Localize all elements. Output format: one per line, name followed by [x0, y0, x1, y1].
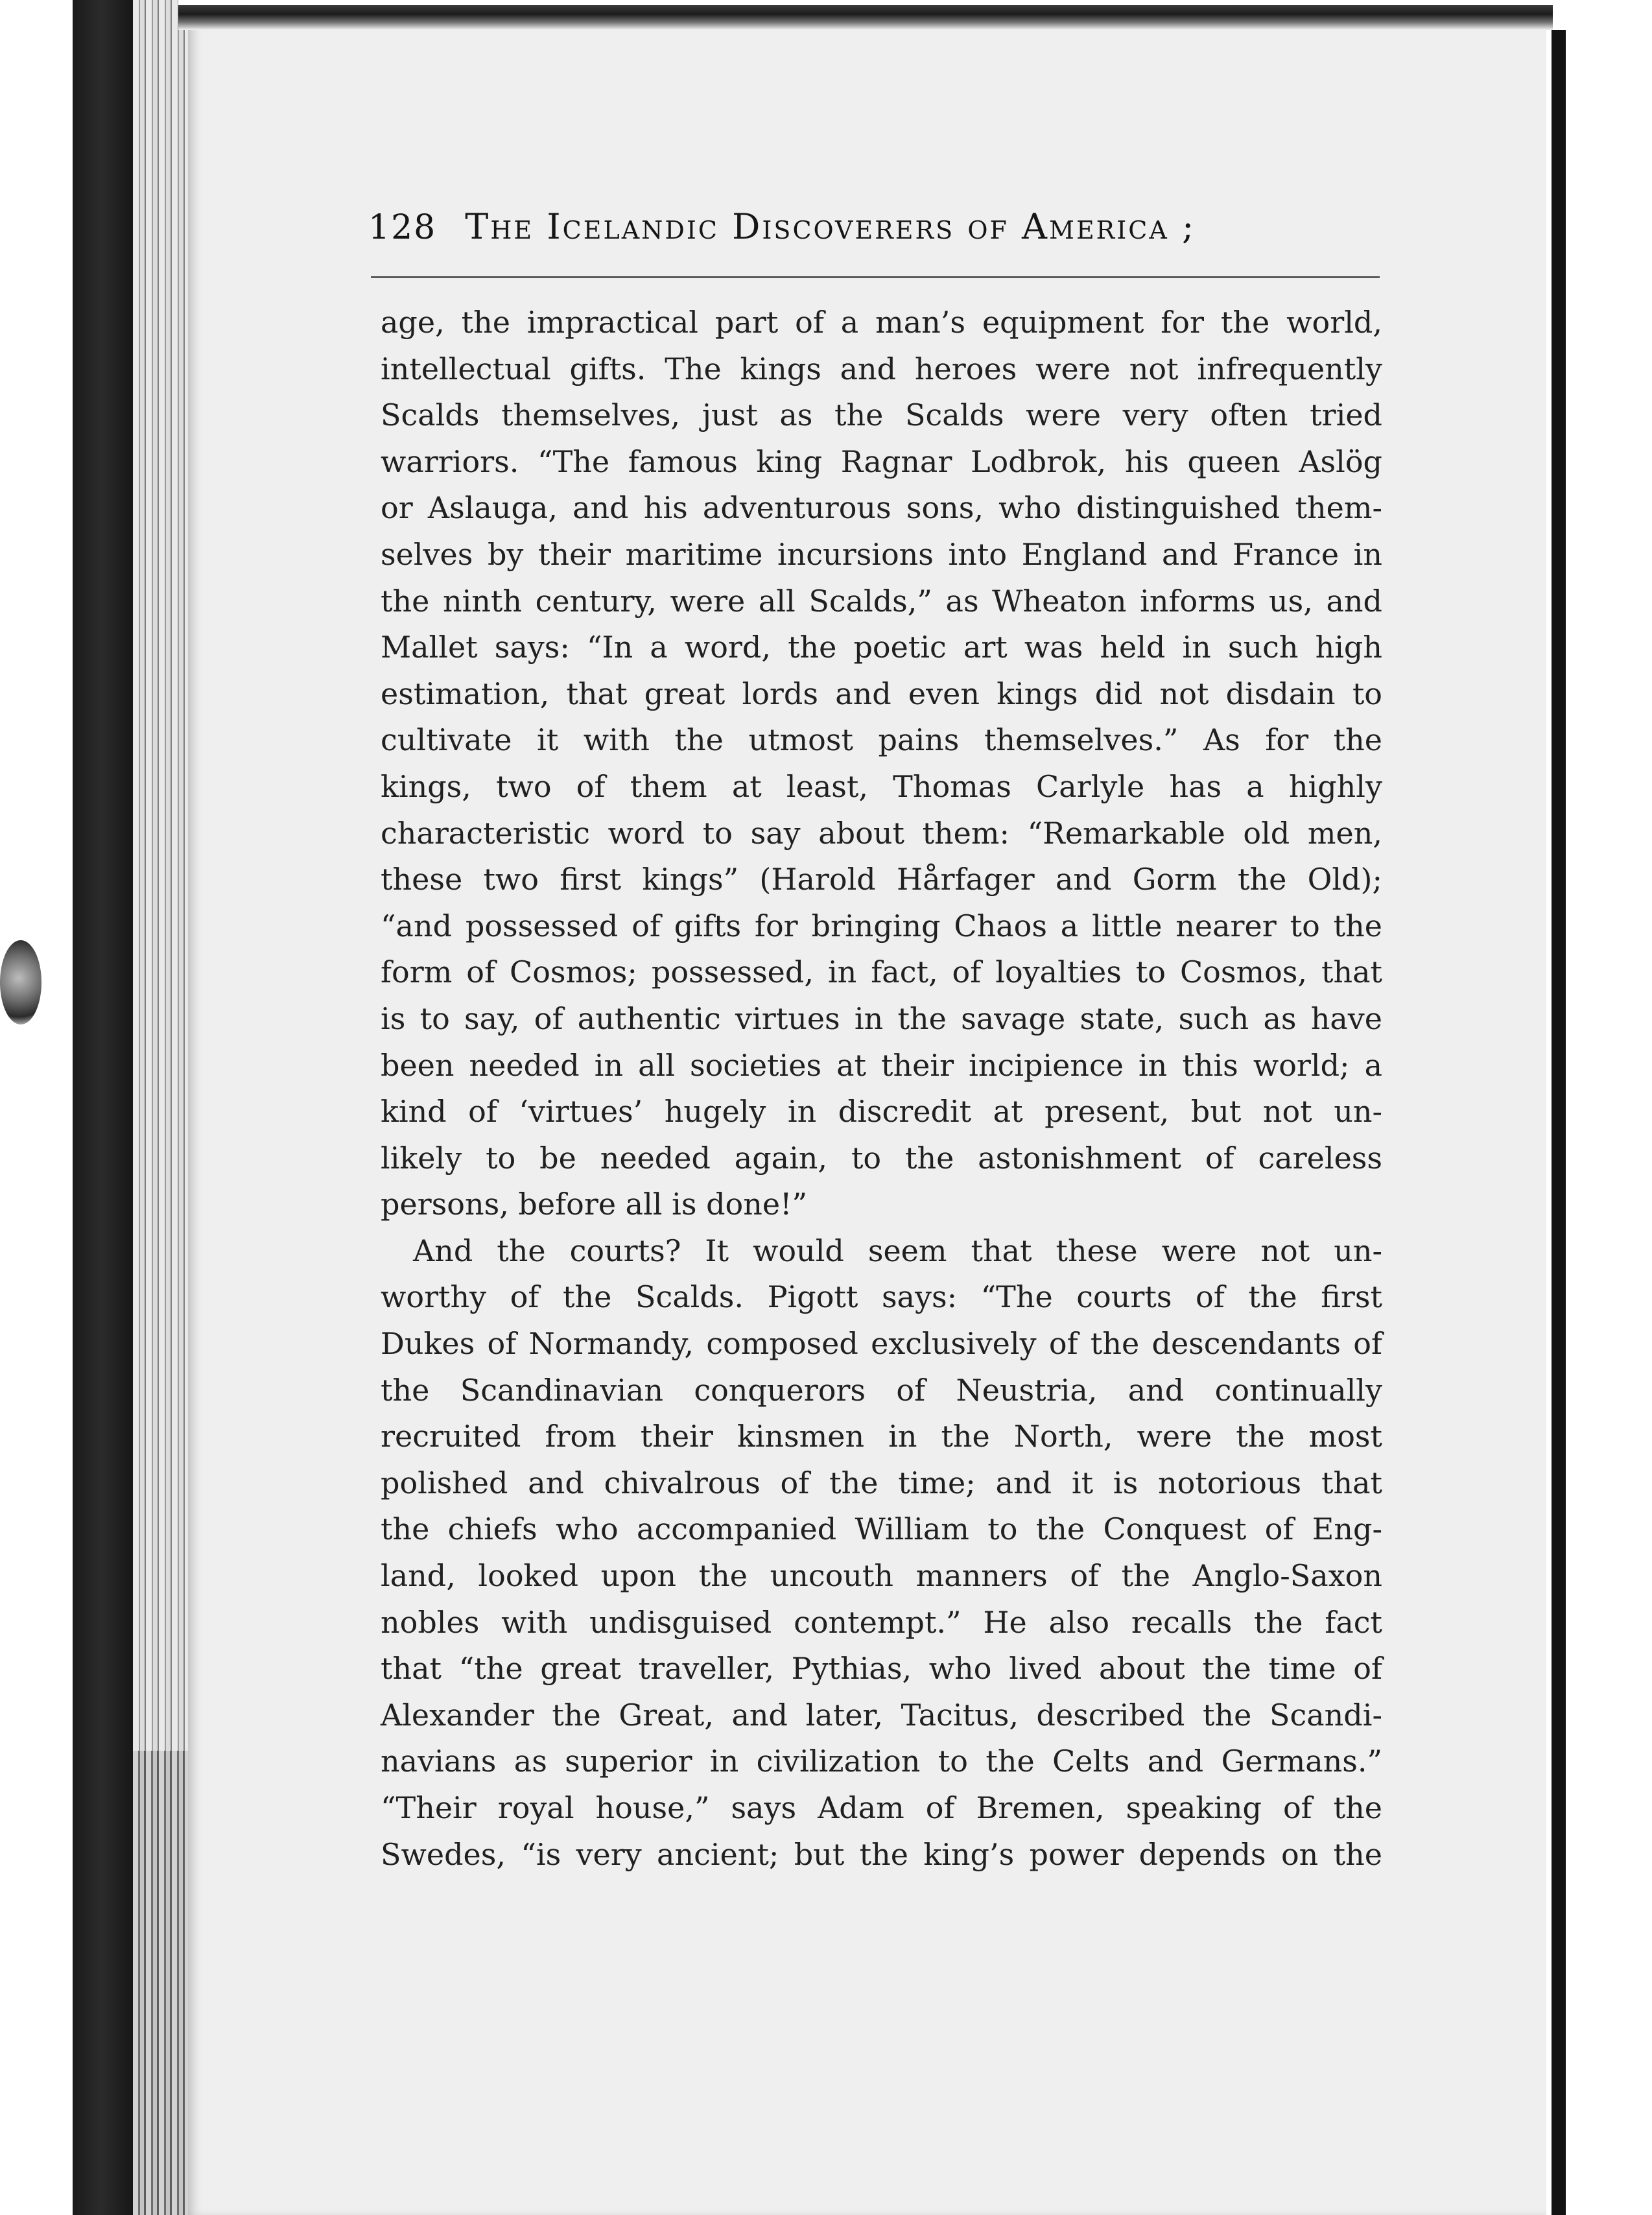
text-line: worthy of the Scalds. Pigott says: “The courts of the first: [381, 1279, 1382, 1315]
facing-page-edge: [1552, 30, 1566, 2215]
text-line: the Scandinavian conquerors of Neustria, and continually: [381, 1372, 1382, 1408]
text-line: age, the impractical part of a man’s equipment for the world,: [381, 305, 1382, 340]
text-line: the ninth century, were all Scalds,” as Wheaton informs us, and: [381, 583, 1382, 619]
text-line: nobles with undisguised contempt.” He also recalls the fact: [381, 1604, 1382, 1640]
text-line: is to say, of authentic virtues in the savage state, such as have: [381, 1001, 1382, 1036]
page-edges-lower: [133, 1751, 195, 2215]
text-line: Dukes of Normandy, composed exclusively of the descendants of: [381, 1326, 1382, 1362]
left-margin: [0, 0, 78, 2215]
text-line: selves by their maritime incursions into England and France in: [381, 536, 1382, 572]
page-top-edge: [178, 0, 1553, 30]
text-line: persons, before all is done!”: [381, 1187, 808, 1222]
text-line: estimation, that great lords and even kings did not disdain to: [381, 676, 1382, 711]
scan-artifact: [0, 940, 41, 1025]
text-line: kind of ‘virtues’ hugely in discredit at present, but not un-: [381, 1094, 1382, 1130]
text-line: “and possessed of gifts for bringing Chaos a little nearer to the: [381, 908, 1382, 943]
text-line: And the courts? It would seem that these were not un-: [413, 1233, 1382, 1268]
running-head: [368, 206, 1347, 258]
header-rule: [371, 276, 1380, 278]
text-line: intellectual gifts. The kings and heroes were not infrequently: [381, 351, 1382, 386]
text-line: navians as superior in civilization to the Celts and Germans.”: [381, 1744, 1382, 1779]
text-line: characteristic word to say about them: “Remarkable old men,: [381, 815, 1382, 851]
text-line: recruited from their kinsmen in the North, were the most: [381, 1419, 1382, 1454]
text-line: warriors. “The famous king Ragnar Lodbrok, his queen Aslög: [381, 444, 1382, 479]
text-line: Alexander the Great, and later, Tacitus, described the Scandi-: [381, 1697, 1382, 1733]
text-line: land, looked upon the uncouth manners of the Anglo-Saxon: [381, 1558, 1382, 1594]
text-line: kings, two of them at least, Thomas Carlyle has a highly: [381, 768, 1382, 804]
text-line: or Aslauga, and his adventurous sons, who distinguished them-: [381, 490, 1382, 526]
text-line: Swedes, “is very ancient; but the king’s power depends on the: [381, 1836, 1382, 1872]
text-line: been needed in all societies at their incipience in this world; a: [381, 1047, 1382, 1083]
text-line: Mallet says: “In a word, the poetic art was held in such high: [381, 630, 1382, 665]
text-line: Scalds themselves, just as the Scalds were very often tried: [381, 397, 1382, 433]
right-margin: [1566, 0, 1652, 2215]
text-line: cultivate it with the utmost pains themselves.” As for the: [381, 722, 1382, 758]
text-line: polished and chivalrous of the time; and it is notorious that: [381, 1465, 1382, 1500]
text-line: these two first kings” (Harold Hårfager and Gorm the Old);: [381, 862, 1382, 897]
book-spine: [73, 0, 143, 2215]
text-line: form of Cosmos; possessed, in fact, of loyalties to Cosmos, that: [381, 954, 1382, 990]
text-line: “Their royal house,” says Adam of Bremen, speaking of the: [381, 1790, 1382, 1825]
text-line: likely to be needed again, to the astonishment of careless: [381, 1140, 1382, 1176]
text-line: the chiefs who accompanied William to the Conquest of Eng-: [381, 1511, 1382, 1547]
body-text: [381, 300, 1382, 1878]
text-line: that “the great traveller, Pythias, who lived about the time of: [381, 1651, 1382, 1687]
running-title: The Icelandic Discoverers of America ;: [465, 206, 1196, 247]
page-number: 128: [368, 208, 437, 247]
